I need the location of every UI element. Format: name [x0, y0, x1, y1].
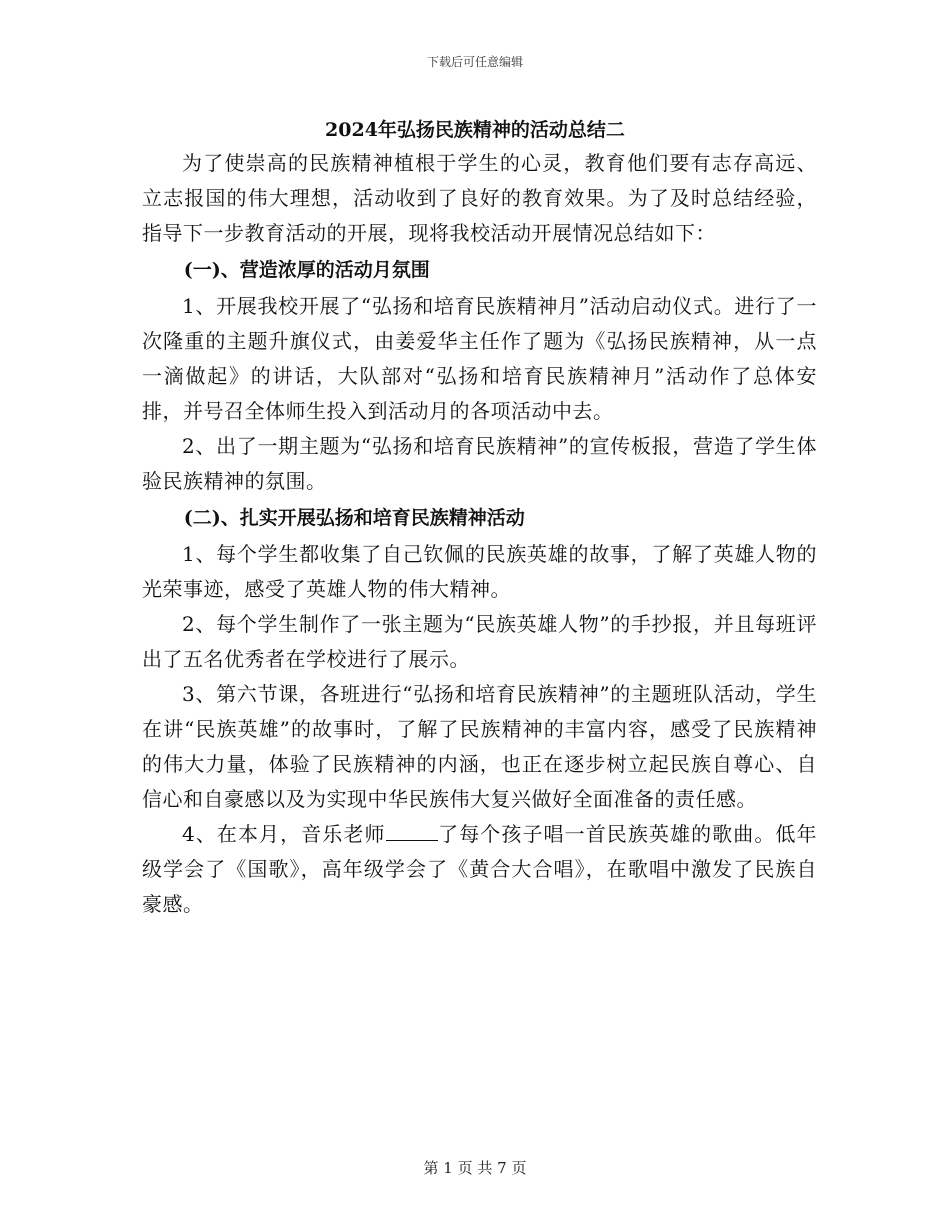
- fill-in-blank: [386, 839, 438, 841]
- header-note: 下载后可任意编辑: [426, 55, 523, 69]
- section2-item-3: 3、第六节课，各班进行“弘扬和培育民族精神”的主题班队活动，学生在讲“民族英雄”的故事时，了解了民族精神的丰富内容，感受了民族精神的伟大力量，体验了民族精神的内涵，也正在逐步树立起民族自尊心、自信心和自豪感以及为实现中华民族伟大复兴做好全面准备的责任感。: [142, 682, 817, 811]
- section-heading-1: (一)、营造浓厚的活动月氛围: [183, 259, 430, 281]
- section2-item-2: 2、每个学生制作了一张主题为“民族英雄人物”的手抄报，并且每班评出了五名优秀者在学校进行了展示。: [142, 612, 817, 671]
- document-title: 2024年弘扬民族精神的活动总结二: [325, 119, 625, 141]
- section1-item-1: 1、开展我校开展了“弘扬和培育民族精神月”活动启动仪式。进行了一次隆重的主题升旗仪式，由姜爱华主任作了题为《弘扬民族精神，从一点一滴做起》的讲话，大队部对“弘扬和培育民族精神月”活动作了总体安排，并号召全体师生投入到活动月的各项活动中去。: [142, 294, 817, 423]
- section1-item-2: 2、出了一期主题为“弘扬和培育民族精神”的宣传板报，营造了学生体验民族精神的氛围。: [142, 434, 817, 493]
- section2-item-4-before: 4、在本月，音乐老师: [182, 822, 386, 846]
- section2-item-4-after: 了每个孩子唱一首民族英雄的歌曲。低年级学会了《国歌》，高年级学会了《黄合大合唱》，在歌唱中激发了民族自豪感。: [142, 822, 818, 916]
- section2-item-1: 1、每个学生都收集了自己钦佩的民族英雄的故事，了解了英雄人物的光荣事迹，感受了英雄人物的伟大精神。: [142, 542, 817, 601]
- document-body: [142, 146, 817, 922]
- section2-item-4: [142, 817, 817, 922]
- page-number-footer: 第 1 页 共 7 页: [423, 1159, 527, 1177]
- intro-paragraph: 为了使崇高的民族精神植根于学生的心灵，教育他们要有志存高远、立志报国的伟大理想，活动收到了良好的教育效果。为了及时总结经验，指导下一步教育活动的开展，现将我校活动开展情况总结如下：: [142, 151, 817, 245]
- section-heading-2: (二)、扎实开展弘扬和培育民族精神活动: [183, 507, 525, 529]
